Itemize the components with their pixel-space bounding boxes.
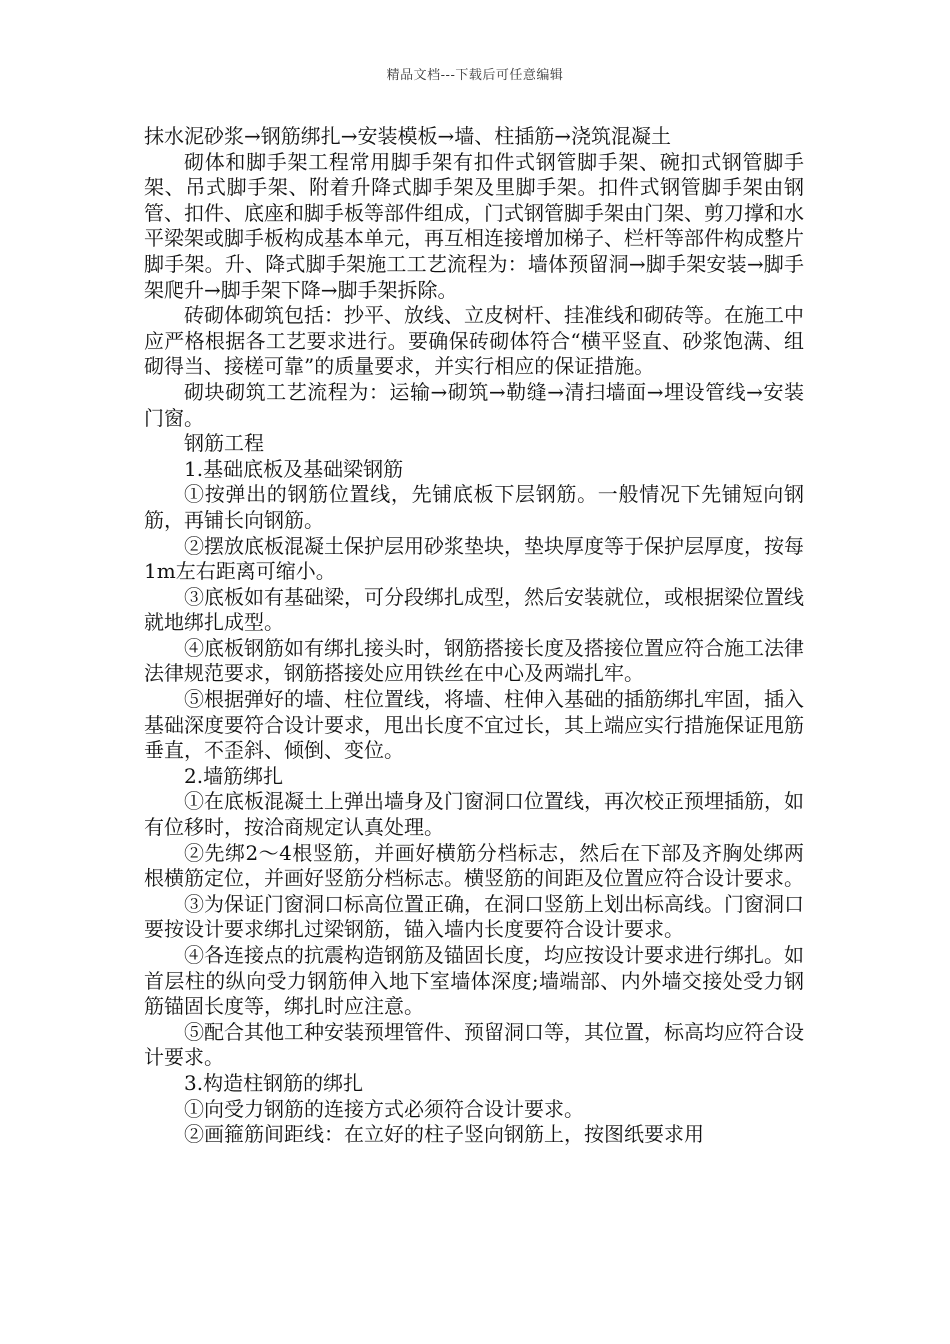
paragraph: ④各连接点的抗震构造钢筋及锚固长度，均应按设计要求进行绑扎。如首层柱的纵向受力钢筋伸入地下室墙体深度;墙端部、内外墙交接处受力钢筋锚固长度等，绑扎时应注意。	[144, 943, 804, 1019]
paragraph: 砌块砌筑工艺流程为：运输→砌筑→勒缝→清扫墙面→埋设管线→安装门窗。	[144, 379, 804, 430]
paragraph: 2.墙筋绑扎	[184, 763, 284, 788]
page-header: 精品文档---下载后可任意编辑	[386, 68, 564, 83]
paragraph: ②画箍筋间距线：在立好的柱子竖向钢筋上，按图纸要求用	[184, 1122, 704, 1147]
paragraph: ①在底板混凝土上弹出墙身及门窗洞口位置线，再次校正预埋插筋，如有位移时，按洽商规定认真处理。	[144, 789, 804, 840]
paragraph: ⑤配合其他工种安装预埋管件、预留洞口等，其位置，标高均应符合设计要求。	[144, 1019, 804, 1070]
document-body	[144, 124, 804, 1148]
paragraph: 3.构造柱钢筋的绑扎	[184, 1070, 364, 1095]
paragraph: ④底板钢筋如有绑扎接头时，钢筋搭接长度及搭接位置应符合施工法律法律规范要求，钢筋搭接处应用铁丝在中心及两端扎牢。	[144, 635, 804, 686]
paragraph: 砌体和脚手架工程常用脚手架有扣件式钢管脚手架、碗扣式钢管脚手架、吊式脚手架、附着升降式脚手架及里脚手架。扣件式钢管脚手架由钢管、扣件、底座和脚手板等部件组成，门式钢管脚手架由门架、剪刀撑和水平梁架或脚手板构成基本单元，再互相连接增加梯子、栏杆等部件构成整片脚手架。升、降式脚手架施工工艺流程为：墙体预留洞→脚手架安装→脚手架爬升→脚手架下降→脚手架拆除。	[144, 149, 804, 302]
paragraph: 抹水泥砂浆→钢筋绑扎→安装模板→墙、柱插筋→浇筑混凝土	[144, 124, 672, 148]
paragraph: ①向受力钢筋的连接方式必须符合设计要求。	[184, 1096, 584, 1121]
paragraph: ③为保证门窗洞口标高位置正确，在洞口竖筋上划出标高线。门窗洞口要按设计要求绑扎过梁钢筋，锚入墙内长度要符合设计要求。	[144, 891, 804, 942]
paragraph: 1.基础底板及基础梁钢筋	[184, 456, 404, 481]
paragraph: ②摆放底板混凝土保护层用砂浆垫块，垫块厚度等于保护层厚度，按每1m左右距离可缩小。	[144, 533, 804, 584]
paragraph: ②先绑2～4根竖筋，并画好横筋分档标志，然后在下部及齐胸处绑两根横筋定位，并画好竖筋分档标志。横竖筋的间距及位置应符合设计要求。	[144, 840, 804, 891]
paragraph: 砖砌体砌筑包括：抄平、放线、立皮树杆、挂准线和砌砖等。在施工中应严格根据各工艺要求进行。要确保砖砌体符合“横平竖直、砂浆饱满、组砌得当、接槎可靠”的质量要求，并实行相应的保证措施。	[144, 303, 804, 379]
paragraph: ③底板如有基础梁，可分段绑扎成型，然后安装就位，或根据梁位置线就地绑扎成型。	[144, 584, 804, 635]
paragraph: ①按弹出的钢筋位置线，先铺底板下层钢筋。一般情况下先铺短向钢筋，再铺长向钢筋。	[144, 482, 804, 532]
paragraph: ⑤根据弹好的墙、柱位置线，将墙、柱伸入基础的插筋绑扎牢固，插入基础深度要符合设计要求，甩出长度不宜过长，其上端应实行措施保证甩筋垂直，不歪斜、倾倒、变位。	[144, 687, 804, 763]
paragraph: 钢筋工程	[184, 431, 264, 456]
